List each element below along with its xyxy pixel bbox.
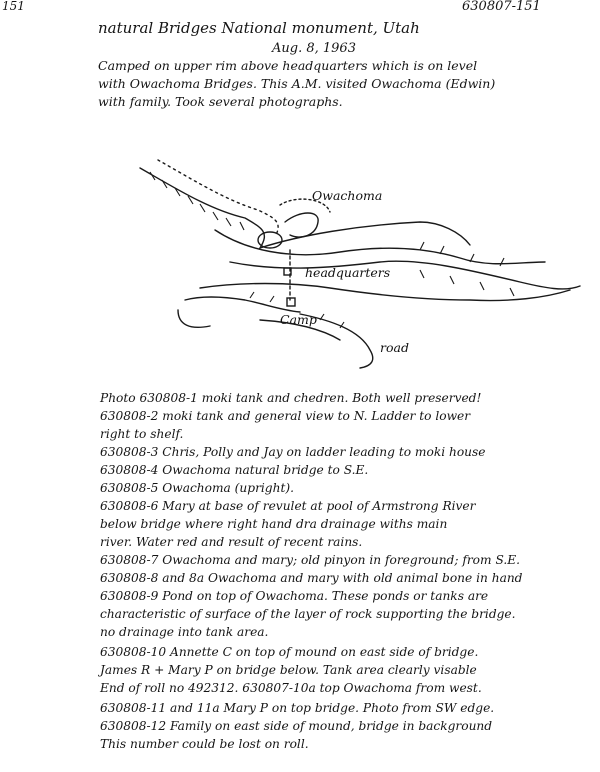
log-line: End of roll no 492312. 630807-10a top Owachoma from west. (100, 681, 482, 695)
log-line: right to shelf. (100, 427, 184, 441)
log-line: This number could be lost on roll. (100, 737, 309, 751)
page-number-right: 630807-151 (462, 0, 541, 14)
intro-line: with family. Took several photographs. (98, 94, 343, 109)
canyon-lower-left (185, 297, 300, 312)
label-camp: Camp (280, 312, 317, 327)
log-line: 630808-11 and 11a Mary P on top bridge. Photo from SW edge. (100, 701, 495, 715)
page-title: natural Bridges National monument, Utah (98, 19, 420, 37)
log-line: James R + Mary P on bridge below. Tank area clearly visable (100, 663, 477, 677)
intro-line: with Owachoma Bridges. This A.M. visited Owachoma (Edwin) (98, 76, 496, 91)
log-line: 630808-9 Pond on top of Owachoma. These ponds or tanks are (100, 589, 489, 603)
entry-date: Aug. 8, 1963 (272, 41, 356, 56)
canyon-rim-lower (230, 261, 580, 289)
label-road: road (380, 340, 409, 355)
log-line: 630808-10 Annette C on top of mound on east side of bridge. (100, 645, 479, 659)
log-line: 630808-4 Owachoma natural bridge to S.E. (100, 463, 369, 477)
log-line: river. Water red and result of recent rains. (100, 535, 363, 549)
log-line: 630808-5 Owachoma (upright). (100, 481, 294, 495)
log-line: 630808-7 Owachoma and mary; old pinyon in foreground; from S.E. (100, 553, 520, 567)
log-line: 630808-6 Mary at base of revulet at pool of Armstrong River (100, 499, 476, 513)
log-line: 630808-12 Family on east side of mound, bridge in background (100, 719, 493, 733)
page-number-left: 151 (2, 0, 25, 13)
log-line: no drainage into tank area. (100, 625, 269, 639)
camp-marker (287, 298, 295, 306)
log-line: Photo 630808-1 moki tank and chedren. Both well preserved! (100, 391, 482, 405)
log-line: 630808-8 and 8a Owachoma and mary with old animal bone in hand (100, 571, 523, 585)
log-line: characteristic of surface of the layer of rock supporting the bridge. (100, 607, 516, 621)
bridge-outline (285, 213, 318, 237)
label-headquarters: headquarters (305, 265, 391, 280)
log-line: 630808-2 moki tank and general view to N. Ladder to lower (100, 409, 471, 423)
log-line: below bridge where right hand dra drainage withs main (100, 517, 448, 531)
intro-line: Camped on upper rim above headquarters which is on level (98, 58, 478, 73)
label-owachoma: Owachoma (312, 188, 383, 203)
log-line: 630808-3 Chris, Polly and Jay on ladder leading to moki house (100, 445, 486, 459)
